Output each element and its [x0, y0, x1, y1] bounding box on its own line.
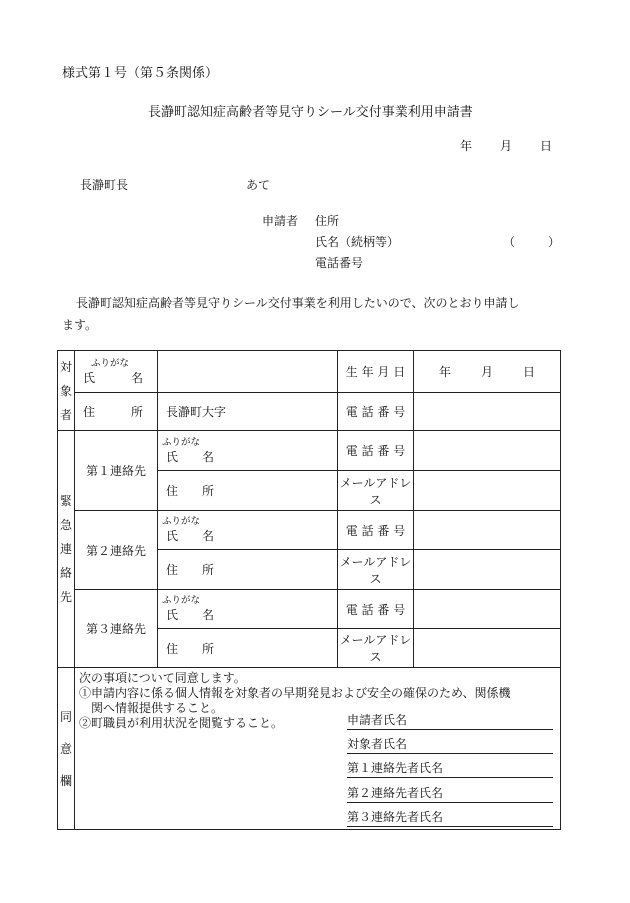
- contact-2-name-label: 氏 名: [166, 529, 215, 543]
- applicant-phone-label: 電話番号: [315, 256, 364, 270]
- subject-furigana-label: ふりがな: [91, 357, 130, 369]
- contact-3-phone-input[interactable]: [414, 590, 561, 629]
- consent-intro: 次の事項について同意します。: [79, 671, 246, 685]
- subject-address-label: 住 所: [75, 393, 158, 431]
- subject-phone-label: 電 話 番 号: [338, 393, 414, 431]
- contact-1-furigana-label: ふりがな: [162, 436, 201, 448]
- dob-month: 月: [480, 365, 493, 379]
- intro-line-2: ます。: [62, 318, 98, 332]
- subject-address-input[interactable]: 長瀞町大字: [158, 393, 338, 431]
- contact-1-phone-input[interactable]: [414, 431, 561, 471]
- subject-name-label: 氏 名: [83, 370, 144, 385]
- intro-line-1: 長瀞町認知症高齢者等見守りシール交付事業を利用したいので、次のとおり申請し: [76, 296, 520, 310]
- contact-2-phone-input[interactable]: [414, 511, 561, 550]
- contact-3-address-label[interactable]: 住 所: [158, 629, 338, 668]
- signature-contact-2[interactable]: 第２連絡先者氏名: [347, 786, 553, 803]
- applicant-name-label: 氏名（続柄等）: [315, 235, 400, 249]
- form-title: 長瀞町認知症高齢者等見守りシール交付事業利用申請書: [148, 105, 473, 120]
- contact-1-name-cell[interactable]: [158, 431, 338, 471]
- applicant-address-label: 住所: [315, 214, 340, 228]
- contact-3-name-cell[interactable]: [158, 590, 338, 629]
- contact-1-email-input[interactable]: [414, 471, 561, 511]
- contact-2-address-label[interactable]: 住 所: [158, 550, 338, 590]
- contact-2-furigana-label: ふりがな: [162, 516, 201, 527]
- subject-name-label-cell: [75, 351, 158, 393]
- form-number: 様式第１号（第５条関係）: [62, 66, 219, 81]
- signature-contact-3[interactable]: 第３連絡先者氏名: [347, 810, 553, 827]
- signature-applicant[interactable]: 申請者氏名: [347, 713, 553, 730]
- dob-input[interactable]: [414, 351, 561, 393]
- contact-1-name-label: 氏 名: [166, 449, 215, 464]
- applicant-label: 申請者: [262, 214, 299, 228]
- signature-contact-1[interactable]: 第１連絡先者氏名: [347, 761, 553, 778]
- contact-1-label: 第１連絡先: [75, 431, 158, 511]
- contact-1-phone-label: 電 話 番 号: [338, 431, 414, 471]
- consent-content: [75, 668, 561, 830]
- subject-phone-input[interactable]: [414, 393, 561, 431]
- consent-section-label: 同 意 欄: [58, 668, 75, 830]
- date-year: 年: [460, 139, 473, 153]
- application-table: [57, 350, 561, 830]
- contact-3-name-label: 氏 名: [166, 608, 215, 622]
- contact-2-label: 第２連絡先: [75, 511, 158, 590]
- contact-3-furigana-label: ふりがな: [162, 595, 201, 606]
- contact-2-phone-label: 電 話 番 号: [338, 511, 414, 550]
- addressee-honorific: あて: [246, 178, 271, 192]
- signature-subject[interactable]: 対象者氏名: [347, 737, 553, 754]
- dob-label: 生 年 月 日: [338, 351, 414, 393]
- paren-open: （: [503, 235, 516, 249]
- date-day: 日: [540, 139, 553, 153]
- addressee-name: 長瀞町長: [80, 178, 129, 192]
- paren-close: ）: [548, 235, 561, 249]
- consent-item-1: ①申請内容に係る個人情報を対象者の早期発見および安全の確保のため、関係機: [79, 686, 511, 700]
- dob-day: 日: [522, 365, 535, 379]
- contact-3-phone-label: 電 話 番 号: [338, 590, 414, 629]
- contact-3-email-input[interactable]: [414, 629, 561, 668]
- contact-1-address-label[interactable]: 住 所: [158, 471, 338, 511]
- subject-section-label: 対 象 者: [58, 351, 75, 431]
- consent-item-2: ②町職員が利用状況を閲覧すること。: [79, 716, 284, 730]
- subject-name-input[interactable]: [158, 351, 338, 393]
- contact-3-email-label: メールアドレス: [338, 629, 414, 668]
- contact-2-name-cell[interactable]: [158, 511, 338, 550]
- emergency-section-label: 緊 急 連 絡 先: [58, 431, 75, 668]
- contact-1-email-label: メールアドレス: [338, 471, 414, 511]
- dob-year: 年: [438, 365, 451, 379]
- contact-2-email-input[interactable]: [414, 550, 561, 590]
- consent-item-1-cont: 関へ情報提供すること。: [79, 701, 224, 715]
- date-month: 月: [500, 139, 513, 153]
- contact-3-label: 第３連絡先: [75, 590, 158, 668]
- contact-2-email-label: メールアドレス: [338, 550, 414, 590]
